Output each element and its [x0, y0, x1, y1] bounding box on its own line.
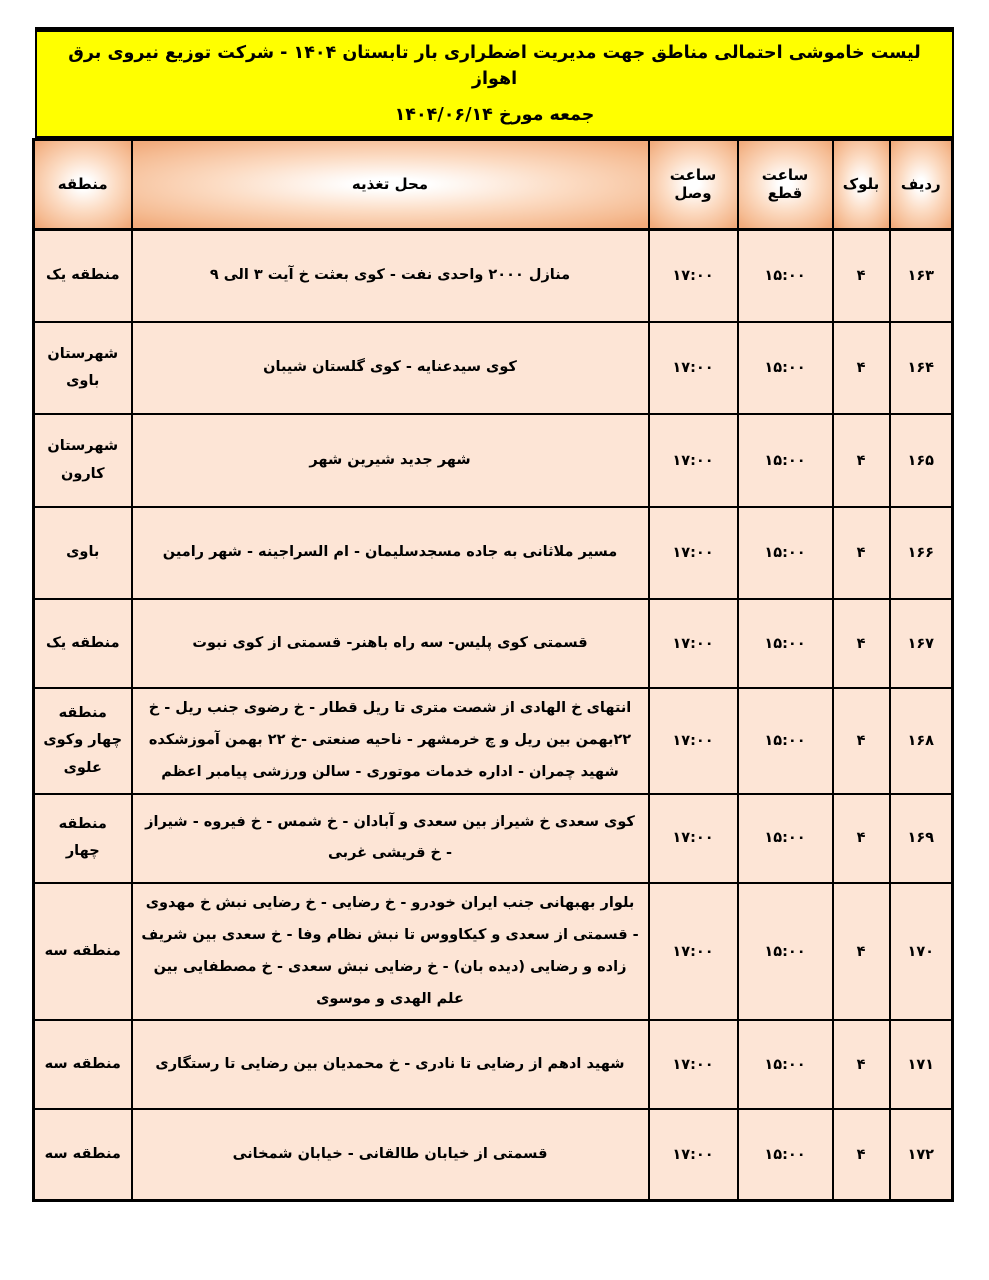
cell-feed-location: منازل ۲۰۰۰ واحدی نفت - کوی بعثت خ آیت ۳ الی ۹ [132, 229, 649, 322]
cell-row-number: ۱۷۲ [890, 1109, 953, 1200]
table-header-row [34, 139, 953, 229]
cell-feed-location: شهر جدید شیرین شهر [132, 414, 649, 507]
col-header-reconnect-time: ساعت وصل [649, 139, 738, 229]
cell-feed-location: بلوار بهبهانی جنب ایران خودرو - خ رضایی - خ رضایی نبش خ مهدوی - قسمتی از سعدی و کیکاووس تا نبش نظام وفا - خ سعدی بین شریف زاده و رضایی (دیده بان) - خ رضایی نبش سعدی - خ مصطفایی بین علم الهدی و موسوی [132, 883, 649, 1021]
cell-row-number: ۱۶۴ [890, 322, 953, 414]
cell-row-number: ۱۶۵ [890, 414, 953, 507]
cell-cut-time: ۱۵:۰۰ [738, 1020, 833, 1109]
cell-reconnect-time: ۱۷:۰۰ [649, 322, 738, 414]
cell-cut-time: ۱۵:۰۰ [738, 794, 833, 883]
cell-block: ۴ [833, 794, 890, 883]
cell-block: ۴ [833, 1109, 890, 1200]
table-row [34, 794, 953, 883]
col-header-region: منطقه [34, 139, 132, 229]
cell-region: منطقه یک [34, 599, 132, 688]
document-date: جمعه مورخ ۱۴۰۴/۰۶/۱۴ [394, 104, 595, 125]
cell-region: باوی [34, 507, 132, 599]
cell-region: منطقه چهار وکوی علوی [34, 688, 132, 794]
cell-row-number: ۱۷۰ [890, 883, 953, 1021]
cell-feed-location: قسمتی کوی پلیس- سه راه باهنر- قسمتی از کوی نبوت [132, 599, 649, 688]
col-header-block: بلوک [833, 139, 890, 229]
table-row [34, 883, 953, 1021]
cell-reconnect-time: ۱۷:۰۰ [649, 883, 738, 1021]
cell-block: ۴ [833, 322, 890, 414]
cell-cut-time: ۱۵:۰۰ [738, 229, 833, 322]
cell-row-number: ۱۶۸ [890, 688, 953, 794]
cell-reconnect-time: ۱۷:۰۰ [649, 1020, 738, 1109]
cell-cut-time: ۱۵:۰۰ [738, 599, 833, 688]
cell-region: منطقه سه [34, 883, 132, 1021]
cell-block: ۴ [833, 688, 890, 794]
cell-block: ۴ [833, 883, 890, 1021]
cell-row-number: ۱۶۹ [890, 794, 953, 883]
cell-reconnect-time: ۱۷:۰۰ [649, 229, 738, 322]
cell-cut-time: ۱۵:۰۰ [738, 322, 833, 414]
cell-cut-time: ۱۵:۰۰ [738, 1109, 833, 1200]
cell-block: ۴ [833, 507, 890, 599]
cell-feed-location: کوی سیدعنایه - کوی گلستان شیبان [132, 322, 649, 414]
cell-reconnect-time: ۱۷:۰۰ [649, 599, 738, 688]
cell-reconnect-time: ۱۷:۰۰ [649, 414, 738, 507]
cell-cut-time: ۱۵:۰۰ [738, 883, 833, 1021]
col-header-row-number: ردیف [890, 139, 953, 229]
table-row [34, 507, 953, 599]
table-row [34, 688, 953, 794]
cell-block: ۴ [833, 414, 890, 507]
table-row [34, 229, 953, 322]
table-row [34, 599, 953, 688]
cell-region: منطقه سه [34, 1020, 132, 1109]
table-row [34, 1020, 953, 1109]
cell-row-number: ۱۶۷ [890, 599, 953, 688]
cell-cut-time: ۱۵:۰۰ [738, 507, 833, 599]
table-row [34, 1109, 953, 1200]
cell-cut-time: ۱۵:۰۰ [738, 414, 833, 507]
cell-cut-time: ۱۵:۰۰ [738, 688, 833, 794]
cell-block: ۴ [833, 599, 890, 688]
table-row [34, 414, 953, 507]
col-header-feed-location: محل تغذیه [132, 139, 649, 229]
outage-schedule-table [32, 138, 954, 1202]
cell-feed-location: انتهای خ الهادی از شصت متری تا ریل قطار - خ رضوی جنب ریل - خ ۲۲بهمن بین ریل و چ خرمشهر - ناحیه صنعتی -خ ۲۲ بهمن آموزشکده شهید چمران - اداره خدمات موتوری - سالن ورزشی پیامبر اعظم [132, 688, 649, 794]
cell-row-number: ۱۶۳ [890, 229, 953, 322]
table-row [34, 322, 953, 414]
cell-feed-location: شهید ادهم از رضایی تا نادری - خ محمدیان بین رضایی تا رستگاری [132, 1020, 649, 1109]
cell-region: شهرستان کارون [34, 414, 132, 507]
cell-region: منطقه یک [34, 229, 132, 322]
cell-region: منطقه چهار [34, 794, 132, 883]
title-banner [35, 27, 954, 138]
cell-block: ۴ [833, 1020, 890, 1109]
cell-feed-location: کوی سعدی خ شیراز بین سعدی و آبادان - خ شمس - خ فیروه - شیراز - خ قریشی غربی [132, 794, 649, 883]
cell-row-number: ۱۶۶ [890, 507, 953, 599]
cell-block: ۴ [833, 229, 890, 322]
col-header-cut-time: ساعت قطع [738, 139, 833, 229]
cell-row-number: ۱۷۱ [890, 1020, 953, 1109]
cell-reconnect-time: ۱۷:۰۰ [649, 507, 738, 599]
cell-reconnect-time: ۱۷:۰۰ [649, 1109, 738, 1200]
cell-feed-location: مسیر ملاثانی به جاده مسجدسلیمان - ام السراجینه - شهر رامین [132, 507, 649, 599]
cell-reconnect-time: ۱۷:۰۰ [649, 688, 738, 794]
cell-feed-location: قسمتی از خیابان طالقانی - خیابان شمخانی [132, 1109, 649, 1200]
cell-region: شهرستان باوی [34, 322, 132, 414]
cell-reconnect-time: ۱۷:۰۰ [649, 794, 738, 883]
cell-region: منطقه سه [34, 1109, 132, 1200]
document-title: لیست خاموشی احتمالی مناطق جهت مدیریت اضطراری بار تابستان ۱۴۰۴ - شرکت توزیع نیروی برق اهواز [68, 43, 921, 90]
